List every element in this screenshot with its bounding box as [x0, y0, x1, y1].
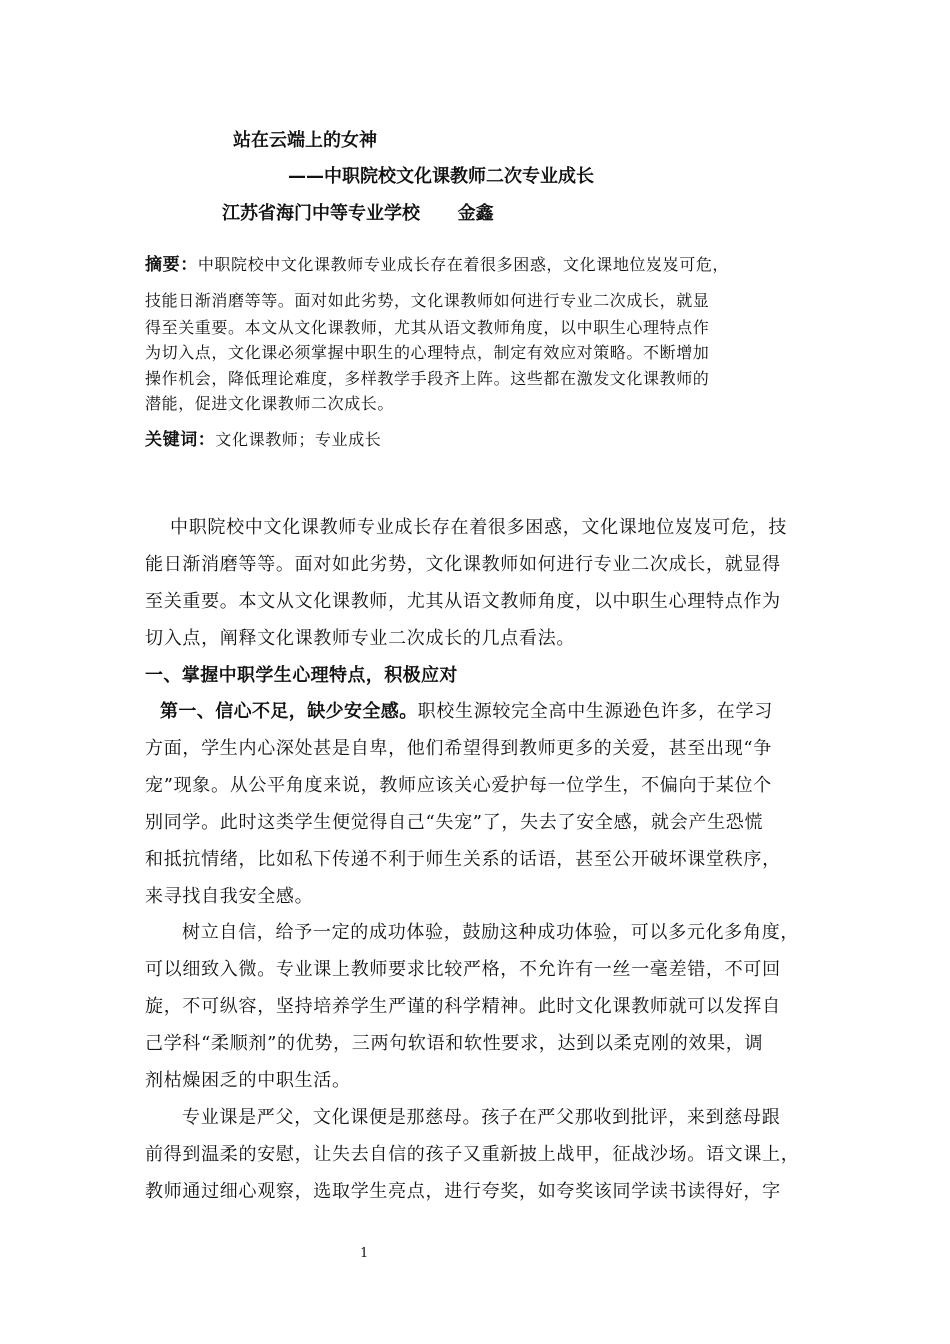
- point-text: 职校生源较完全高中生源逊色许多，在学习: [417, 701, 773, 722]
- body-line: 能日渐消磨等等。面对如此劣势，文化课教师如何进行专业二次成长，就显得: [145, 554, 781, 575]
- body-line: 至关重要。本文从文化课教师，尤其从语文教师角度，以中职生心理特点作为: [145, 591, 781, 612]
- keywords-text: 文化课教师；专业成长: [215, 430, 382, 449]
- body-line: 来寻找自我安全感。: [145, 886, 314, 907]
- body-line: 中职院校中文化课教师专业成长存在着很多困惑，文化课地位岌岌可危，技: [170, 517, 788, 538]
- abstract-line: 潜能，促进文化课教师二次成长。: [145, 394, 395, 413]
- body-line: 专业课是严父，文化课便是那慈母。孩子在严父那收到批评，来到慈母跟: [182, 1107, 781, 1128]
- body-line: 别同学。此时这类学生便觉得自己“失宠”了，失去了安全感，就会产生恐慌: [145, 812, 764, 833]
- abstract-label: 摘要：: [145, 255, 198, 275]
- body-line: 方面，学生内心深处甚是自卑，他们希望得到教师更多的关爱，甚至出现“争: [145, 738, 772, 759]
- paper-title: 站在云端上的女神: [233, 130, 377, 151]
- abstract-line: 得至关重要。本文从文化课教师，尤其从语文教师角度，以中职生心理特点作: [145, 318, 710, 337]
- body-line: 教师通过细心观察，选取学生亮点，进行夸奖，如夸奖该同学读书读得好，字: [145, 1181, 781, 1202]
- body-line: 剂枯燥困乏的中职生活。: [145, 1070, 351, 1091]
- body-line: 宠”现象。从公平角度来说，教师应该关心爱护每一位学生，不偏向于某位个: [145, 775, 772, 796]
- body-line: [160, 697, 773, 723]
- keywords-line: [145, 425, 381, 450]
- body-line: 和抵抗情绪，比如私下传递不利于师生关系的话语，甚至公开破坏课堂秩序，: [145, 849, 781, 870]
- abstract-line: [145, 250, 729, 275]
- author-line: 江苏省海门中等专业学校 金鑫: [222, 203, 494, 224]
- page-number: 1: [360, 1246, 369, 1261]
- point-heading: 第一、信心不足，缺少安全感。: [160, 701, 418, 722]
- abstract-line: 为切入点，文化课必须掌握中职生的心理特点，制定有效应对策略。不断增加: [145, 343, 710, 362]
- body-line: 前得到温柔的安慰，让失去自信的孩子又重新披上战甲，征战沙场。语文课上，: [145, 1144, 800, 1165]
- abstract-line: 技能日渐消磨等等。面对如此劣势，文化课教师如何进行专业二次成长，就显: [145, 291, 710, 310]
- abstract-line: 操作机会，降低理论难度，多样教学手段齐上阵。这些都在激发文化课教师的: [145, 369, 710, 388]
- keywords-label: 关键词：: [145, 430, 216, 450]
- body-line: 旋，不可纵容，坚持培养学生严谨的科学精神。此时文化课教师就可以发挥自: [145, 996, 781, 1017]
- section-heading: 一、掌握中职学生心理特点，积极应对: [145, 665, 458, 686]
- body-line: 树立自信，给予一定的成功体验，鼓励这种成功体验，可以多元化多角度，: [182, 922, 800, 943]
- body-line: 己学科“柔顺剂”的优势，三两句软语和软性要求，达到以柔克刚的效果，调: [145, 1033, 764, 1054]
- body-line: 可以细致入微。专业课上教师要求比较严格，不允许有一丝一毫差错，不可回: [145, 959, 781, 980]
- paper-subtitle: ——中职院校文化课教师二次专业成长: [288, 166, 594, 187]
- abstract-text: 中职院校中文化课教师专业成长存在着很多困惑，文化课地位岌岌可危，: [197, 255, 730, 274]
- body-line: 切入点，阐释文化课教师专业二次成长的几点看法。: [145, 628, 576, 649]
